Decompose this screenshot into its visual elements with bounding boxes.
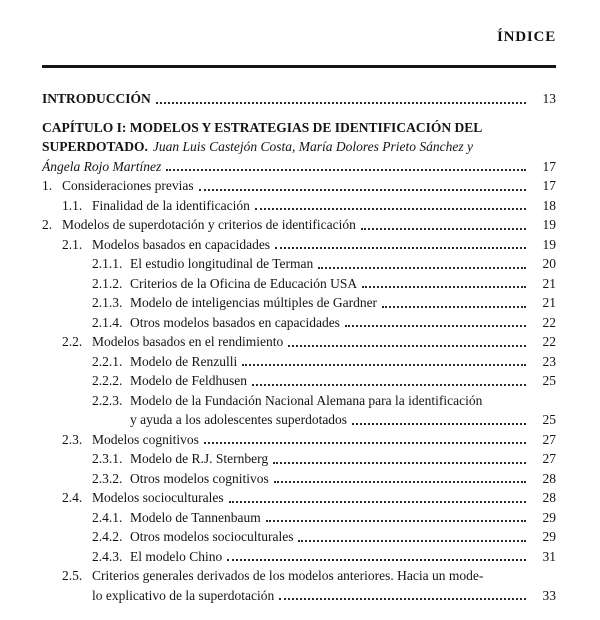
toc-entry [42, 274, 556, 294]
entry-text: Finalidad de la identificación [92, 197, 250, 213]
toc-entry [42, 352, 556, 372]
page-number: 33 [542, 587, 556, 603]
toc-entry [42, 488, 556, 508]
leader-dots [252, 384, 526, 386]
toc-entry [42, 566, 556, 586]
chapter-authors-text: Ángela Rojo Martínez [42, 158, 162, 174]
entry-text: Modelos basados en el rendimiento [92, 334, 284, 349]
page-header-title: ÍNDICE [497, 29, 556, 45]
page-number: 29 [542, 509, 556, 525]
page-number: 18 [542, 197, 556, 213]
page-number: 28 [542, 470, 556, 486]
leader-dots [255, 208, 526, 210]
leader-dots [273, 462, 526, 464]
entry-text: Modelos socioculturales [92, 490, 224, 505]
page-number: 27 [542, 431, 556, 447]
entry-text: INTRODUCCIÓN [42, 91, 151, 106]
toc-entry [42, 254, 556, 274]
page-number: 29 [542, 529, 556, 544]
toc-entry [42, 391, 556, 411]
entry-number: 2.3. [62, 431, 83, 447]
leader-dots [242, 364, 526, 366]
entry-number: 2. [42, 217, 53, 232]
entry-number: 2.2.3. [92, 392, 123, 408]
page-number: 19 [542, 236, 556, 252]
entry-number: 2.4.3. [92, 548, 123, 564]
leader-dots [362, 286, 526, 288]
toc-entry [42, 547, 556, 567]
entry-text: y ayuda a los adolescentes superdotados [130, 412, 348, 427]
toc-entry [42, 293, 556, 313]
chapter-heading [42, 118, 556, 177]
divider-rule [42, 65, 556, 68]
chapter-line-2 [42, 137, 556, 157]
entry-number: 2.1.1. [92, 256, 123, 271]
leader-dots [361, 228, 526, 230]
leader-dots [345, 325, 526, 327]
leader-dots [298, 540, 526, 542]
entry-text: Modelo de inteligencias múltiples de Gardner [130, 295, 378, 310]
entry-number: 2.4.2. [92, 529, 123, 544]
leader-dots [199, 189, 526, 191]
toc-entry [42, 508, 556, 528]
toc-entry [42, 527, 556, 547]
entry-number: 2.3.2. [92, 470, 123, 486]
page-number: 25 [542, 373, 556, 388]
entry-number: 2.1.2. [92, 275, 123, 291]
page-number: 21 [542, 295, 556, 310]
leader-dots [156, 102, 526, 104]
entry-number: 2.1.3. [92, 295, 123, 310]
page-number: 17 [542, 158, 556, 174]
entry-text: Otros modelos cognitivos [130, 470, 269, 486]
toc-entry [42, 332, 556, 352]
toc-entry [42, 196, 556, 216]
chapter-line-3 [42, 157, 556, 177]
entry-number: 1.1. [62, 197, 83, 213]
entry-text: lo explicativo de la superdotación [92, 587, 275, 603]
page-number: 23 [542, 353, 556, 369]
entry-text: Modelo de Renzulli [130, 353, 238, 369]
entry-text: Criterios de la Oficina de Educación USA [130, 275, 358, 291]
entry-text: Modelo de Tannenbaum [130, 509, 261, 525]
chapter-title-text: SUPERDOTADO. [42, 139, 148, 154]
toc-entry [42, 449, 556, 469]
entry-number: 2.2.1. [92, 353, 123, 369]
toc-entry [42, 371, 556, 391]
toc-entry-introduccion [42, 89, 556, 109]
toc-entry [42, 469, 556, 489]
entry-text: El modelo Chino [130, 548, 223, 564]
entry-number: 2.2. [62, 334, 83, 349]
chapter-authors-text: Juan Luis Castejón Costa, María Dolores Prieto Sánchez y [152, 139, 474, 154]
leader-dots [275, 247, 526, 249]
toc-entry-continuation [42, 586, 556, 606]
entry-text: El estudio longitudinal de Terman [130, 256, 314, 271]
leader-dots [204, 442, 526, 444]
toc-entry [42, 430, 556, 450]
entry-text: Modelos basados en capacidades [92, 236, 271, 252]
leader-dots [229, 501, 526, 503]
toc-entry [42, 313, 556, 333]
entry-text: Criterios generales derivados de los modelos anteriores. Hacia un mode- [92, 568, 484, 583]
entry-number: 2.1. [62, 236, 83, 252]
page-number: 21 [542, 275, 556, 291]
entry-text: Consideraciones previas [62, 178, 194, 193]
toc-entry-continuation [42, 410, 556, 430]
chapter-line-1 [42, 118, 556, 138]
page-number: 19 [542, 217, 556, 232]
entry-number: 2.4. [62, 490, 83, 505]
entry-number: 2.1.4. [92, 314, 123, 330]
entry-number: 2.2.2. [92, 373, 123, 388]
leader-dots [318, 267, 526, 269]
leader-dots [166, 169, 526, 171]
chapter-title-text: CAPÍTULO I: MODELOS Y ESTRATEGIAS DE IDENTIFICACIÓN DEL [42, 119, 483, 135]
entry-text: Modelos cognitivos [92, 431, 199, 447]
entry-number: 2.4.1. [92, 509, 123, 525]
page-number: 13 [542, 91, 556, 106]
leader-dots [279, 598, 526, 600]
toc-entry [42, 215, 556, 235]
leader-dots [227, 559, 526, 561]
entry-number: 1. [42, 178, 53, 193]
page-number: 25 [542, 412, 556, 427]
entry-text: Modelo de Feldhusen [130, 373, 247, 388]
leader-dots [266, 520, 526, 522]
leader-dots [274, 481, 526, 483]
page-number: 20 [542, 256, 556, 271]
entry-text: Modelos de superdotación y criterios de identificación [62, 217, 356, 232]
page-number: 27 [542, 451, 556, 466]
entry-text: Otros modelos socioculturales [130, 529, 294, 544]
page-number: 17 [542, 178, 556, 193]
leader-dots [382, 306, 526, 308]
entry-text: Modelo de la Fundación Nacional Alemana para la identificación [130, 392, 483, 408]
page-number: 28 [542, 490, 556, 505]
page-number: 22 [542, 334, 556, 349]
entry-text: Otros modelos basados en capacidades [130, 314, 340, 330]
leader-dots [352, 423, 526, 425]
entry-text: Modelo de R.J. Sternberg [130, 451, 269, 466]
page-number: 31 [542, 548, 556, 564]
leader-dots [288, 345, 526, 347]
page-number: 22 [542, 314, 556, 330]
toc-entry [42, 176, 556, 196]
entry-number: 2.5. [62, 568, 83, 583]
toc-entry [42, 235, 556, 255]
entry-number: 2.3.1. [92, 451, 123, 466]
